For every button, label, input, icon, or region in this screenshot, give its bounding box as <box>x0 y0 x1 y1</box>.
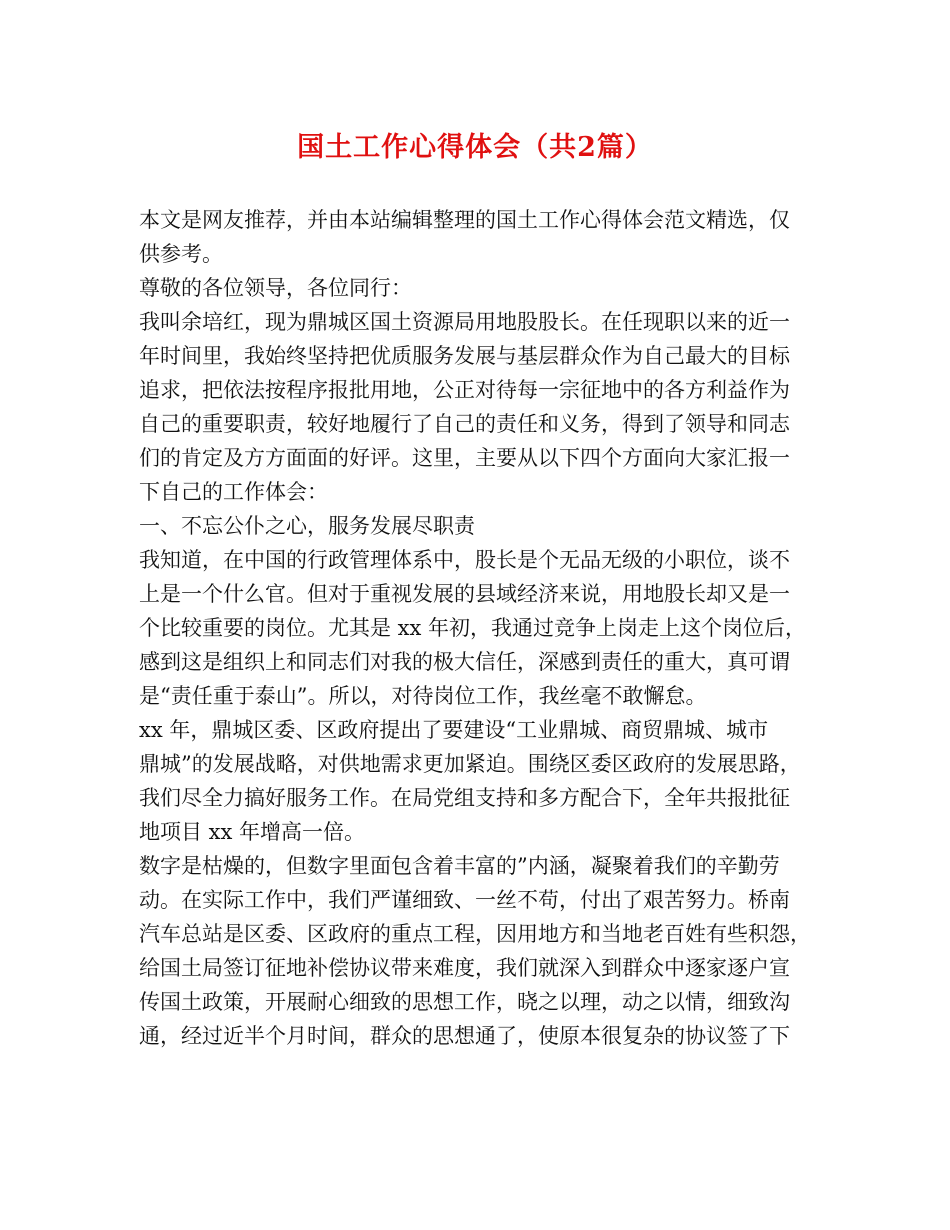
text-line: 汽车总站是区委、区政府的重点工程，因用地方和当地老百姓有些积怨， <box>139 922 811 946</box>
text-line: 下自己的工作体会： <box>139 480 328 504</box>
text-line: 上是一个什么官。但对于重视发展的县域经济来说，用地股长却又是一 <box>139 582 790 606</box>
text-line: 个比较重要的岗位。尤其是 xx 年初，我通过竞争上岗走上这个岗位后， <box>139 616 807 640</box>
document-body <box>139 203 819 1053</box>
text-line: 传国土政策，开展耐心细致的思想工作，晓之以理，动之以情，细致沟 <box>139 990 790 1014</box>
text-line: 通，经过近半个月时间，群众的思想通了，使原本很复杂的协议签了下 <box>139 1024 790 1048</box>
text-line: 鼎城”的发展战略，对供地需求更加紧迫。围绕区委区政府的发展思路， <box>139 752 801 776</box>
text-line: 地项目 xx 年增高一倍。 <box>139 820 366 844</box>
document-title: 国土工作心得体会（共2篇） <box>297 132 653 163</box>
text-line: 年时间里，我始终坚持把优质服务发展与基层群众作为自己最大的目标 <box>139 344 790 368</box>
text-line: 给国土局签订征地补偿协议带来难度，我们就深入到群众中逐家逐户宣 <box>139 956 790 980</box>
text-line: 是“责任重于泰山”。所以，对待岗位工作，我丝毫不敢懈怠。 <box>139 684 707 708</box>
text-line: 供参考。 <box>139 242 223 266</box>
text-line: 我们尽全力搞好服务工作。在局党组支持和多方配合下，全年共报批征 <box>139 786 790 810</box>
text-line: xx 年，鼎城区委、区政府提出了要建设“工业鼎城、商贸鼎城、城市 <box>139 718 769 742</box>
text-line: 我叫余培红，现为鼎城区国土资源局用地股股长。在任现职以来的近一 <box>139 310 790 334</box>
text-line: 感到这是组织上和同志们对我的极大信任，深感到责任的重大，真可谓 <box>139 650 790 674</box>
text-line: 数字是枯燥的，但数字里面包含着丰富的”内涵，凝聚着我们的辛勤劳 <box>139 854 780 878</box>
text-line: 我知道，在中国的行政管理体系中，股长是个无品无级的小职位，谈不 <box>139 548 790 572</box>
text-line: 一、不忘公仆之心，服务发展尽职责 <box>139 514 475 538</box>
text-line: 动。在实际工作中，我们严谨细致、一丝不苟，付出了艰苦努力。桥南 <box>139 888 790 912</box>
text-line: 尊敬的各位领导，各位同行： <box>139 276 412 300</box>
text-line: 本文是网友推荐，并由本站编辑整理的国土工作心得体会范文精选，仅 <box>139 208 790 232</box>
text-line: 们的肯定及方方面面的好评。这里，主要从以下四个方面向大家汇报一 <box>139 446 790 470</box>
text-line: 自己的重要职责，较好地履行了自己的责任和义务，得到了领导和同志 <box>139 412 790 436</box>
text-line: 追求，把依法按程序报批用地，公正对待每一宗征地中的各方利益作为 <box>139 378 790 402</box>
